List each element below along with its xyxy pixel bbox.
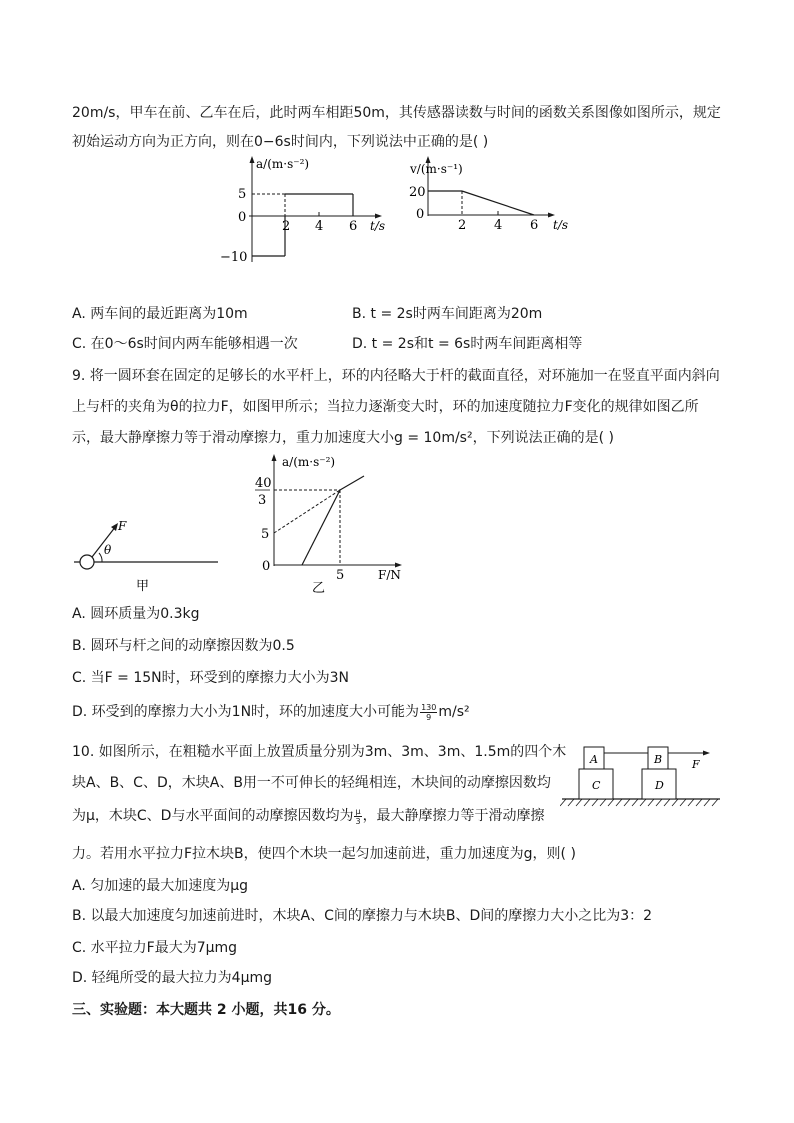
section-3-heading: 三、实验题：本大题共 2 小题，共16 分。 — [72, 1002, 340, 1018]
q10-text-line-4: 力。若用水平拉力F拉木块B，使四个木块一起匀加速前进，重力加速度为g，则( ) — [72, 846, 576, 862]
q9-text-line-1: 9. 将一圆环套在固定的足够长的水平杆上，环的内径略大于杆的截面直径，对环施加一在竖直平面内斜向 — [72, 368, 720, 384]
ring-on-rod-figure — [70, 510, 230, 600]
q10-option-c[interactable]: C. 水平拉力F最大为7μmg — [72, 940, 238, 956]
q9-option-d-unit: m/s² — [438, 704, 470, 720]
caption-jia: 甲 — [136, 579, 150, 594]
a-ylabel: a/(m·s⁻²) — [256, 157, 310, 171]
q8-option-d[interactable]: D. t = 2s和t = 6s时两车间距离相等 — [352, 336, 583, 352]
q9-text-line-3: 示，最大静摩擦力等于滑动摩擦力，重力加速度大小g = 10m/s²，下列说法正确的是( ) — [72, 430, 614, 446]
q10-text-line-1: 10. 如图所示，在粗糙水平面上放置质量分别为3m、3m、3m、1.5m的四个木 — [72, 744, 567, 760]
force-f-label: F — [692, 758, 700, 771]
v-xtick-4: 4 — [494, 218, 503, 233]
caption-yi: 乙 — [312, 581, 326, 596]
a-ytick-neg10: −10 — [220, 250, 248, 265]
yi-origin: 0 — [262, 559, 271, 574]
v-ytick-20: 20 — [409, 185, 426, 200]
block-a-label: A — [590, 753, 598, 766]
blocks-figure — [560, 740, 724, 812]
q9-option-b[interactable]: B. 圆环与杆之间的动摩擦因数为0.5 — [72, 638, 295, 654]
v-xtick-6: 6 — [530, 218, 539, 233]
yi-line-shallow — [340, 476, 364, 490]
v-ytick-0: 0 — [416, 207, 425, 222]
yi-ytick-5: 5 — [261, 527, 270, 542]
q8-option-a[interactable]: A. 两车间的最近距离为10m — [72, 306, 248, 322]
acceleration-force-graph — [250, 452, 420, 600]
q9-option-d-fraction: $\frac{130}{9}$ — [421, 702, 437, 722]
angle-label: θ — [104, 543, 112, 557]
q10-option-d[interactable]: D. 轻绳所受的最大拉力为4μmg — [72, 970, 273, 986]
q8-option-c[interactable]: C. 在0～6s时间内两车能够相遇一次 — [72, 336, 298, 352]
v-xtick-2: 2 — [458, 218, 467, 233]
block-d-label: D — [655, 779, 664, 792]
ring — [80, 555, 94, 569]
q8-option-b[interactable]: B. t = 2s时两车间距离为20m — [352, 306, 543, 322]
a-xtick-4: 4 — [315, 219, 324, 234]
yi-ytick-frac-den: 3 — [258, 493, 267, 508]
yi-line-steep — [302, 490, 340, 565]
mu-over-3-fraction: $\frac{\mu}{3}$ — [355, 806, 361, 826]
force-label: F — [118, 519, 127, 533]
velocity-time-graph — [398, 156, 584, 236]
yi-xlabel: F/N — [378, 568, 401, 582]
block-c-label: C — [592, 779, 601, 792]
q9-option-d-text: D. 环受到的摩擦力大小为1N时，环的加速度大小可能为 — [72, 704, 420, 720]
a-ytick-0: 0 — [238, 210, 247, 225]
q9-option-d[interactable] — [72, 702, 470, 722]
v-ylabel: v/(m·s⁻¹) — [410, 162, 463, 176]
a-xtick-6: 6 — [349, 219, 358, 234]
q10-text-line-2: 块A、B、C、D，木块A、B用一不可伸长的轻绳相连，木块间的动摩擦因数均 — [72, 775, 551, 791]
yi-ylabel: a/(m·s⁻²) — [282, 455, 336, 469]
q9-option-c[interactable]: C. 当F = 15N时，环受到的摩擦力大小为3N — [72, 670, 350, 686]
acceleration-time-graph — [212, 156, 398, 268]
block-b-label: B — [654, 753, 663, 766]
yi-xtick-5: 5 — [336, 568, 345, 583]
a-xtick-2: 2 — [282, 219, 291, 234]
q10-option-b[interactable]: B. 以最大加速度匀加速前进时，木块A、C间的摩擦力与木块B、D间的摩擦力大小之比为3：2 — [72, 908, 653, 924]
yi-ytick-frac-num: 40 — [255, 476, 272, 491]
a-ytick-5: 5 — [238, 187, 247, 202]
q10-text-line-3: 为μ，木块C、D与水平面间的动摩擦因数均为 $\frac{\mu}{3}$ ，最大静摩擦力等于滑动摩擦 — [72, 806, 545, 826]
yi-dashed-extension — [274, 490, 340, 533]
q9-text-line-2: 上与杆的夹角为θ的拉力F，如图甲所示；当拉力逐渐变大时，环的加速度随拉力F变化的规律如图乙所 — [72, 399, 699, 415]
q9-option-a[interactable]: A. 圆环质量为0.3kg — [72, 606, 200, 622]
q8-text-line-1: 20m/s，甲车在前、乙车在后，此时两车相距50m，其传感器读数与时间的函数关系图像如图所示，规定 — [72, 105, 721, 121]
q10-option-a[interactable]: A. 匀加速的最大加速度为μg — [72, 878, 249, 894]
v-xlabel: t/s — [553, 218, 569, 232]
q8-text-line-2: 初始运动方向为正方向，则在0−6s时间内，下列说法中正确的是( ) — [72, 134, 489, 150]
a-xlabel: t/s — [370, 219, 386, 233]
